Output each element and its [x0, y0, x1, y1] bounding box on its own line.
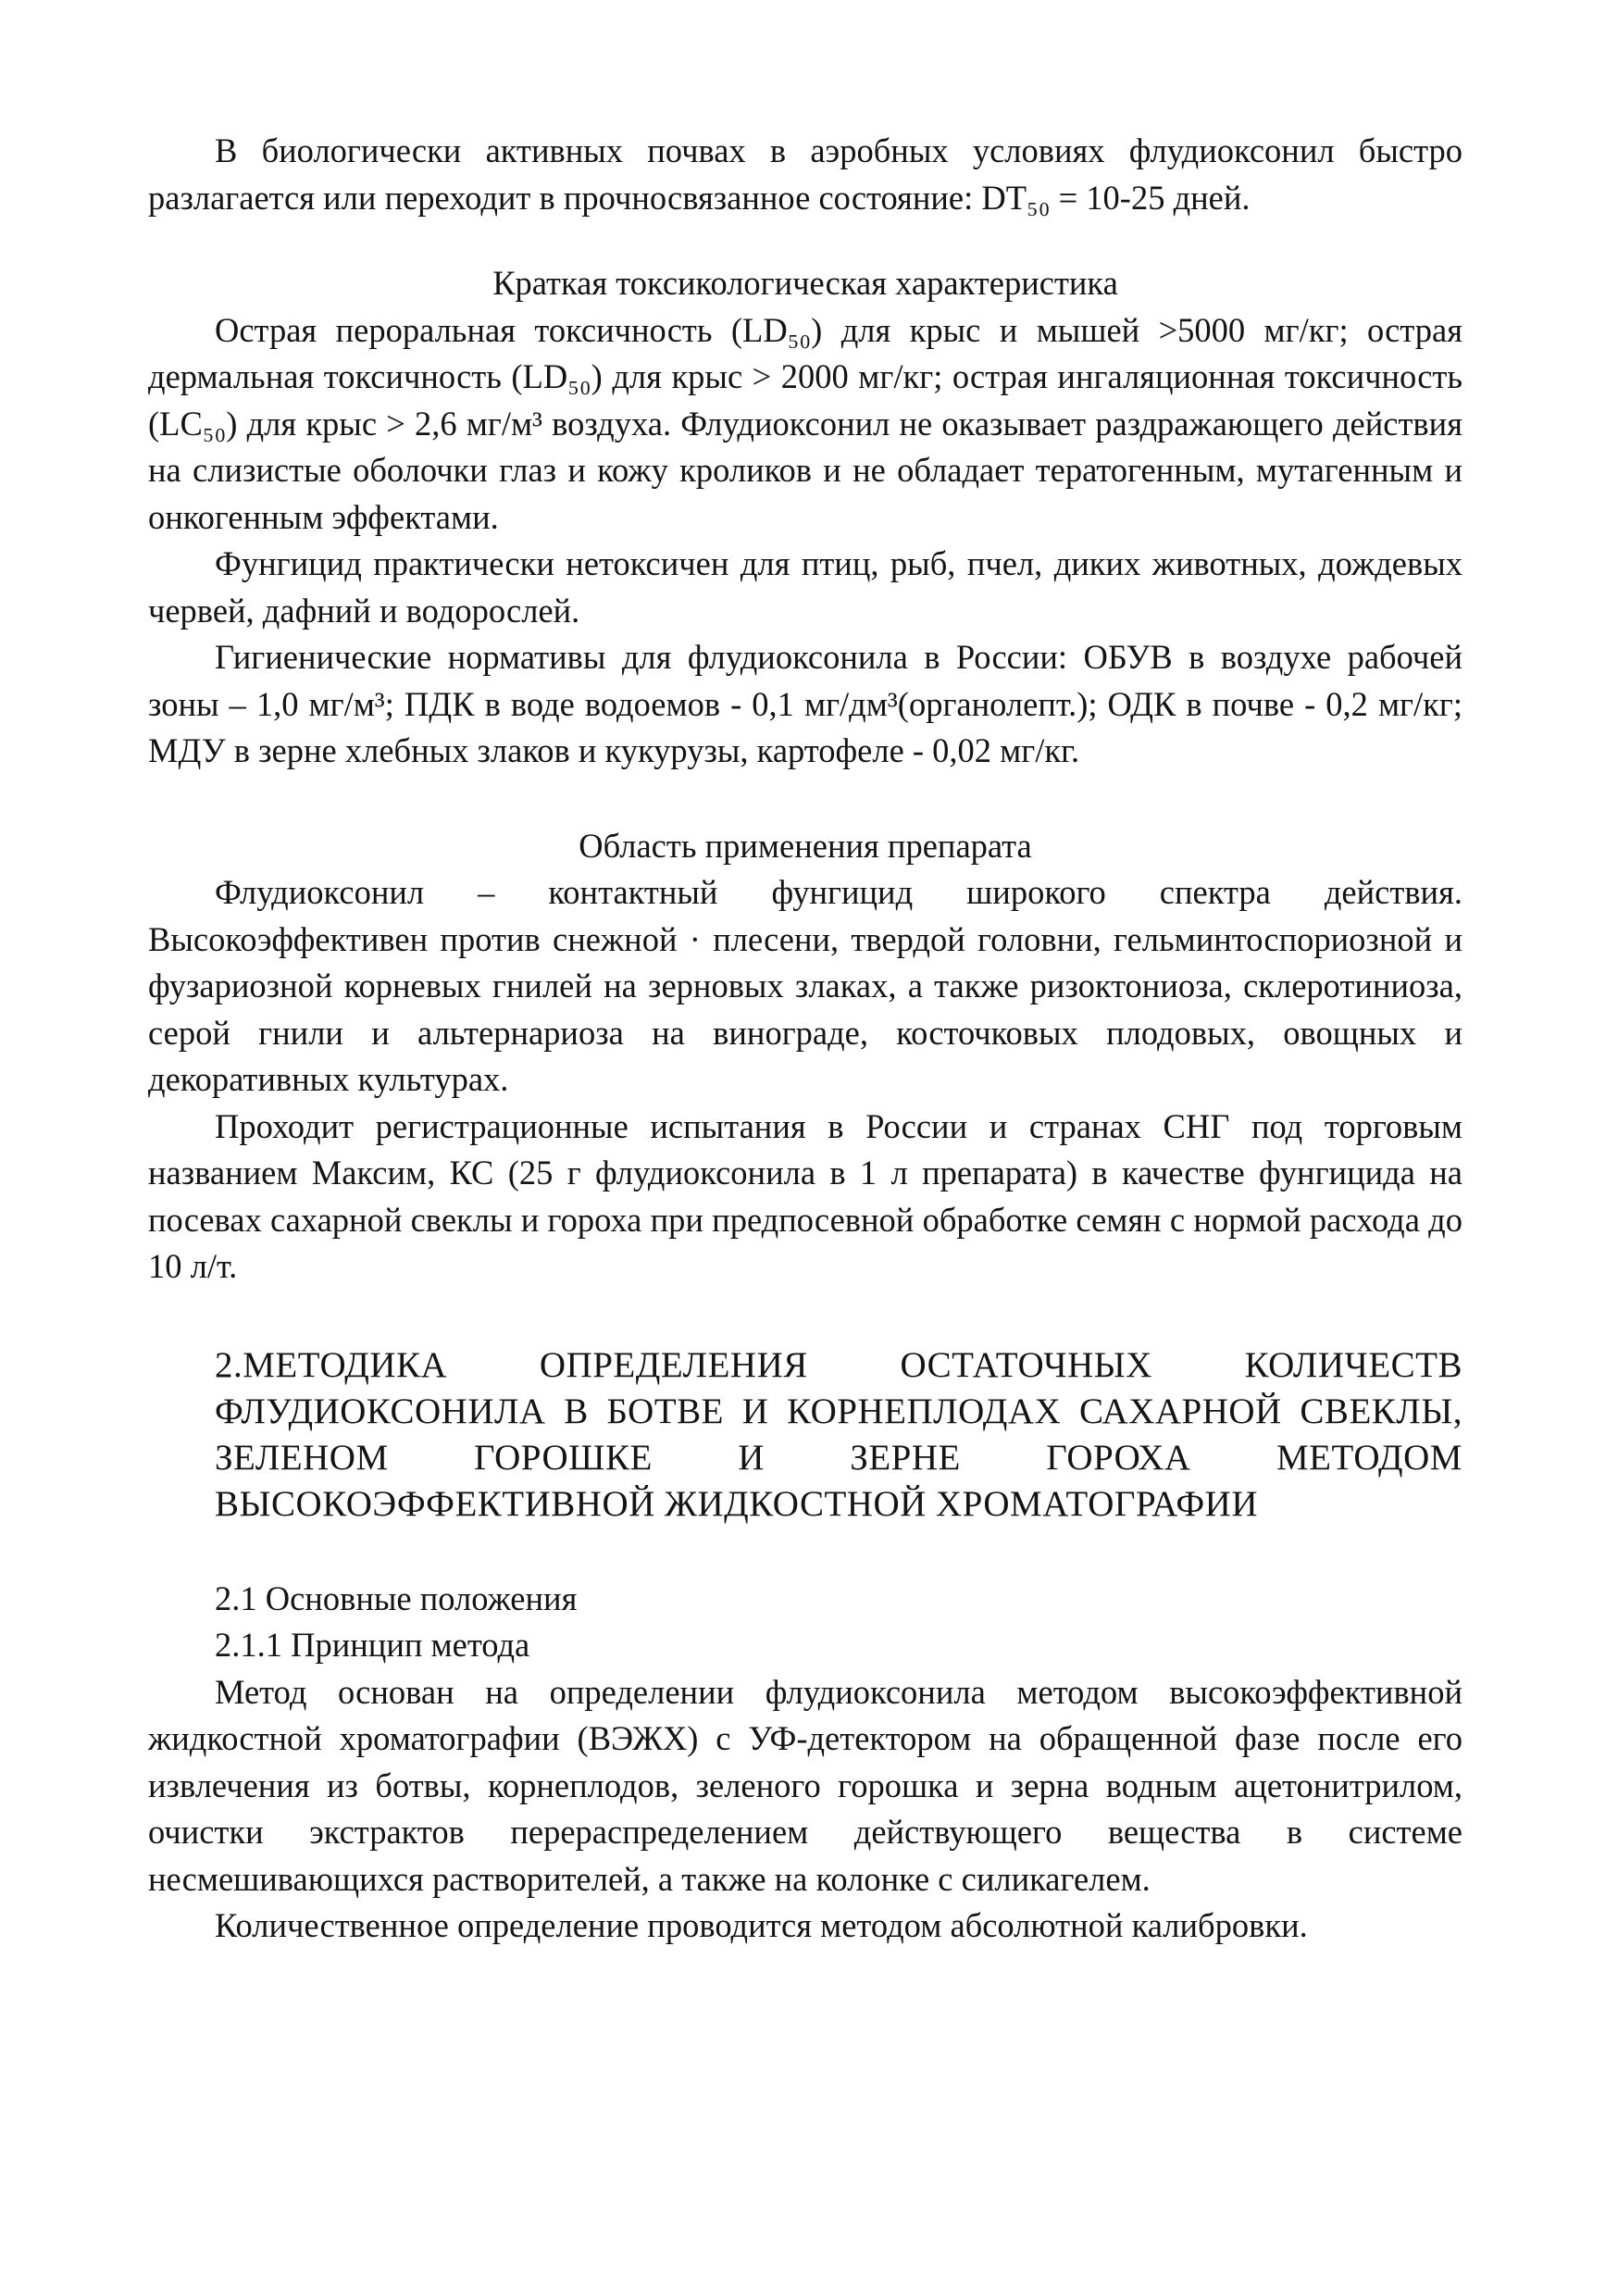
application-paragraph-1: Флудиоксонил – контактный фунгицид широкого спектра действия. Высокоэффективен против снежной · плесени, твердой головни, гельминтоспориозной и фузариозной корневых гнилей на зерновых злаках, а также ризоктониоза, склеротиниоза, серой гнили и альтернариоза на винограде, косточковых плодовых, овощных и декоративных культурах. — [148, 873, 1462, 1098]
subsection-2-1-title: 2.1 Основные положения — [215, 1578, 578, 1617]
toxicology-paragraph-1: Острая пероральная токсичность (LD₅₀) для крыс и мышей >5000 мг/кг; острая дермальная токсичность (LD₅₀) для крыс > 2000 мг/кг; острая ингаляционная токсичность (LC₅₀) для крыс > 2,6 мг/м³ воздуха. Флудиоксонил не оказывает раздражающего действия на слизистые оболочки глаз и кожу кроликов и не обладает тератогенным, мутагенным и онкогенным эффектами. — [148, 310, 1462, 536]
toxicology-paragraph-3: Гигиенические нормативы для флудиоксонила в России: ОБУВ в воздухе рабочей зоны – 1,0 мг/м³; ПДК в воде водоемов - 0,1 мг/дм³(органолепт.); ОДК в почве - 0,2 мг/кг; МДУ в зерне хлебных злаков и кукурузы, картофеле - 0,02 мг/кг. — [148, 638, 1462, 769]
method-principle-paragraph: Метод основан на определении флудиоксонила методом высокоэффективной жидкостной хроматографии (ВЭЖХ) с УФ-детектором на обращенной фазе после его извлечения из ботвы, корнеплодов, зеленого горошка и зерна водным ацетонитрилом, очистки экстрактов перераспределением действующего вещества в системе несмешивающихся растворителей, а также на колонке с силикагелем. — [148, 1672, 1462, 1898]
intro-paragraph: В биологически активных почвах в аэробных условиях флудиоксонил быстро разлагается или переходит в прочносвязанное состояние: DT₅₀ = 10-25 дней. — [148, 131, 1462, 217]
subsection-2-1-1-title: 2.1.1 Принцип метода — [215, 1626, 530, 1664]
document-page — [148, 128, 1462, 1950]
quantification-paragraph: Количественное определение проводится методом абсолютной калибровки. — [215, 1906, 1308, 1944]
toxicology-title: Краткая токсикологическая характеристика — [492, 264, 1118, 302]
section-2-heading: 2.МЕТОДИКА ОПРЕДЕЛЕНИЯ ОСТАТОЧНЫХ КОЛИЧЕСТВ ФЛУДИОКСОНИЛА В БОТВЕ И КОРНЕПЛОДАХ САХАРНОЙ СВЕКЛЫ, ЗЕЛЕНОМ ГОРОШКЕ И ЗЕРНЕ ГОРОХА МЕТОДОМ ВЫСОКОЭФФЕКТИВНОЙ ЖИДКОСТНОЙ ХРОМАТОГРАФИИ — [215, 1344, 1462, 1524]
toxicology-paragraph-2: Фунгицид практически нетоксичен для птиц, рыб, пчел, диких животных, дождевых червей, дафний и водорослей. — [148, 544, 1462, 630]
application-paragraph-2: Проходит регистрационные испытания в России и странах СНГ под торговым названием Максим, КС (25 г флудиоксонила в 1 л препарата) в качестве фунгицида на посевах сахарной свеклы и гороха при предпосевной обработке семян с нормой расхода до 10 л/т. — [148, 1106, 1462, 1285]
application-title: Область применения препарата — [579, 826, 1032, 865]
